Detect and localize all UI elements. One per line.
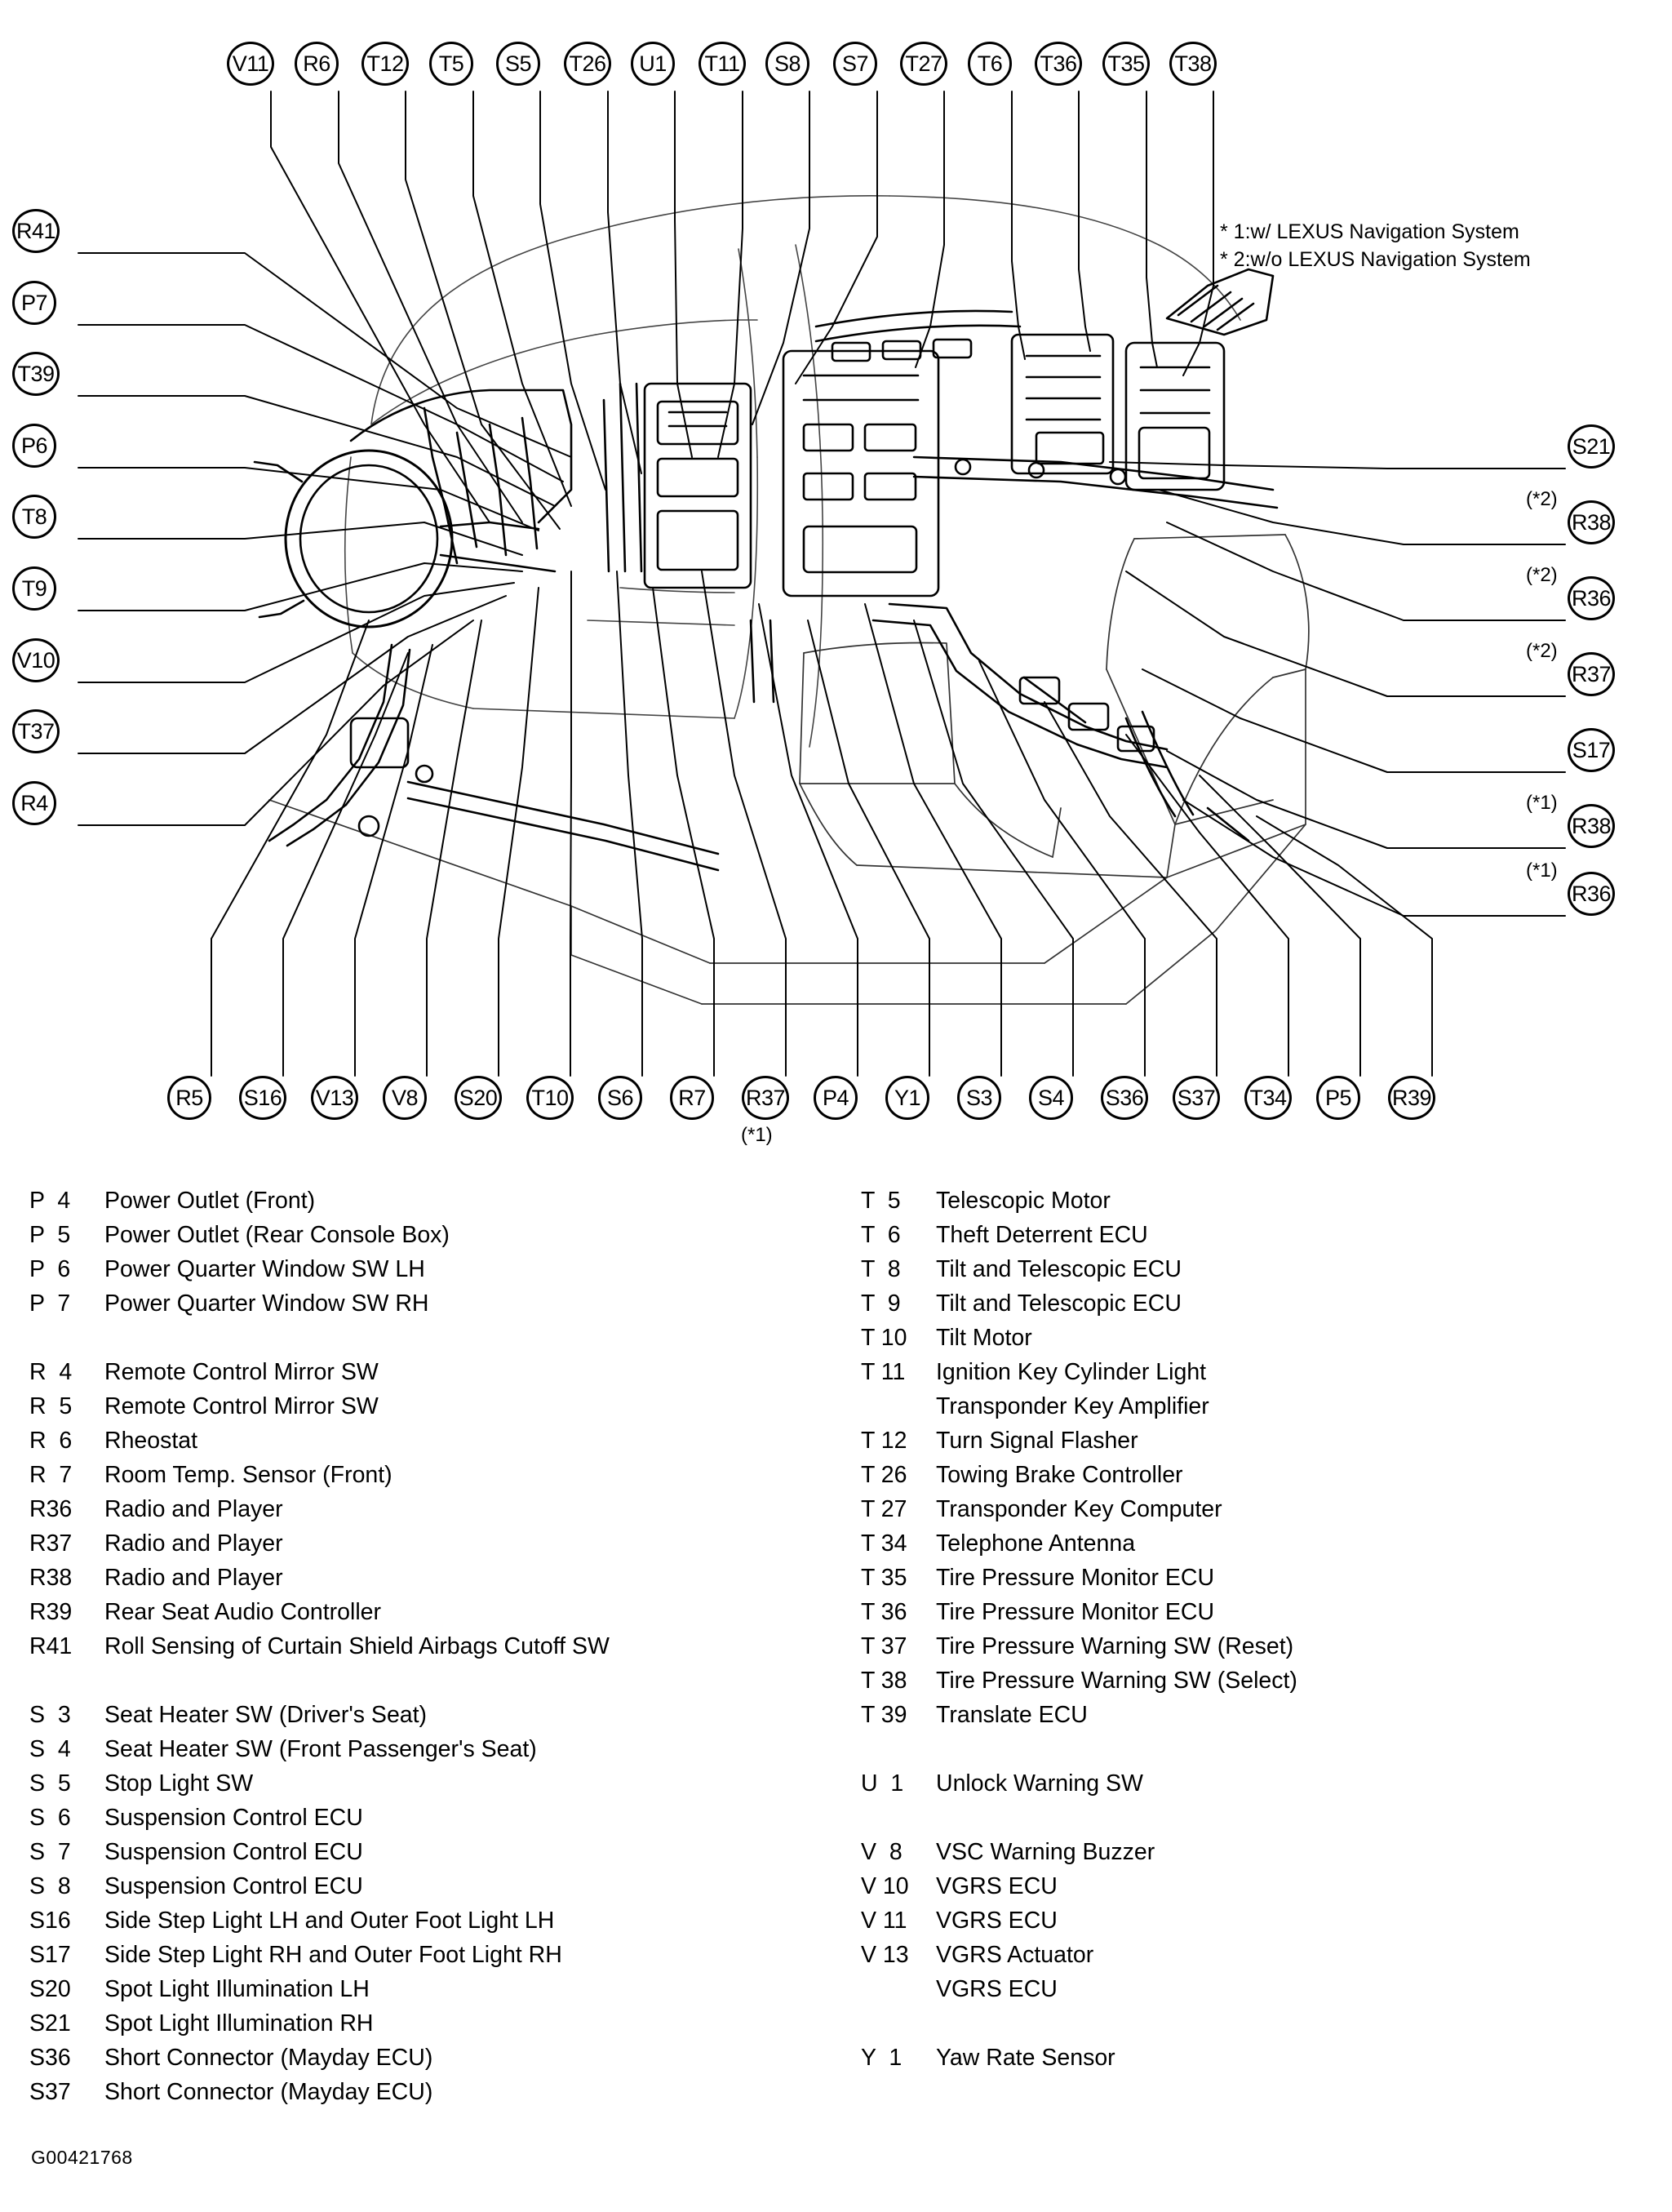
legend-code: P 5 (29, 1222, 71, 1248)
legend-code: S 3 (29, 1702, 71, 1728)
connector-bubble-p5: P5 (1316, 1076, 1360, 1120)
legend-description: VSC Warning Buzzer (936, 1839, 1155, 1865)
legend-description: Seat Heater SW (Driver's Seat) (104, 1702, 428, 1728)
connector-bubble-t6: T6 (968, 42, 1012, 86)
legend-description: Tire Pressure Monitor ECU (936, 1565, 1215, 1591)
legend-description: Spot Light Illumination LH (104, 1976, 370, 2002)
legend-description: Roll Sensing of Curtain Shield Airbags Cutoff SW (104, 1633, 610, 1659)
connector-bubble-t11: T11 (699, 42, 746, 86)
legend-code: T 26 (861, 1462, 907, 1488)
legend-code: V 10 (861, 1873, 909, 1899)
legend-code: R38 (29, 1565, 73, 1591)
connector-bubble-r4: R4 (12, 781, 56, 825)
connector-bubble-s17: S17 (1568, 728, 1615, 772)
legend-code: T 27 (861, 1496, 907, 1522)
diagram-note-2: * 2:w/o LEXUS Navigation System (1220, 247, 1531, 271)
legend-row (861, 1938, 1644, 1972)
legend-code: T 5 (861, 1188, 901, 1214)
connector-bubble-u1: U1 (631, 42, 675, 86)
diagram-note-1: * 1:w/ LEXUS Navigation System (1220, 220, 1519, 243)
legend-row (29, 1938, 829, 1972)
legend-code: V 11 (861, 1908, 907, 1934)
legend-code: T 39 (861, 1702, 907, 1728)
legend-description: Radio and Player (104, 1496, 283, 1522)
legend-code: P 7 (29, 1290, 71, 1317)
legend-description: Remote Control Mirror SW (104, 1393, 379, 1419)
legend-spacer (861, 1801, 1644, 1835)
connector-bubble-r36: R36 (1568, 576, 1615, 620)
legend-row (29, 1595, 829, 1629)
connector-bubble-r38: R38 (1568, 500, 1615, 544)
legend-row (29, 1389, 829, 1424)
connector-bubble-v10: V10 (12, 638, 60, 682)
legend-description: Tire Pressure Warning SW (Reset) (936, 1633, 1294, 1659)
legend-row (861, 1629, 1644, 1663)
legend-code: V 13 (861, 1942, 909, 1968)
legend-row (861, 1835, 1644, 1869)
legend-code: T 8 (861, 1256, 901, 1282)
connector-bubble-r37: R37 (1568, 652, 1615, 696)
document-code: G00421768 (31, 2147, 133, 2168)
legend-row (861, 1218, 1644, 1252)
legend-row (29, 1424, 829, 1458)
legend-row (861, 1492, 1644, 1526)
legend-row (861, 1561, 1644, 1595)
legend-code: S 6 (29, 1805, 71, 1831)
legend-code: S 5 (29, 1770, 71, 1797)
legend-row (29, 1218, 829, 1252)
diagram-notes (1220, 219, 1531, 274)
connector-bubble-r37: R37 (742, 1076, 789, 1120)
legend-code: T 35 (861, 1565, 907, 1591)
legend-code: S36 (29, 2045, 71, 2071)
bubble-note-r38: (*2) (1526, 488, 1558, 510)
connector-bubble-s16: S16 (239, 1076, 286, 1120)
bubble-note-r37: (*2) (1526, 640, 1558, 662)
legend-code: U 1 (861, 1770, 904, 1797)
legend-description: Room Temp. Sensor (Front) (104, 1462, 392, 1488)
legend-row (29, 1801, 829, 1835)
legend-code: R 6 (29, 1428, 73, 1454)
legend-row (29, 1355, 829, 1389)
connector-bubble-s5: S5 (496, 42, 540, 86)
legend-row (861, 1458, 1644, 1492)
connector-bubble-v11: V11 (227, 42, 274, 86)
legend-description: Stop Light SW (104, 1770, 254, 1797)
legend-row (861, 1526, 1644, 1561)
bubble-note-r37: (*1) (741, 1124, 773, 1146)
legend-description: Spot Light Illumination RH (104, 2010, 374, 2037)
legend-description: Power Outlet (Front) (104, 1188, 316, 1214)
legend-code: S16 (29, 1908, 71, 1934)
legend-row (861, 1903, 1644, 1938)
legend-row (29, 2041, 829, 2075)
legend-description: VGRS ECU (936, 1976, 1058, 2002)
legend-description: Radio and Player (104, 1530, 283, 1557)
legend-description: Tire Pressure Monitor ECU (936, 1599, 1215, 1625)
legend-row (29, 1629, 829, 1663)
legend (0, 1184, 1672, 2163)
legend-description: Side Step Light LH and Outer Foot Light LH (104, 1908, 555, 1934)
legend-description: Tilt and Telescopic ECU (936, 1290, 1182, 1317)
connector-bubble-t37: T37 (12, 709, 60, 753)
legend-description: Suspension Control ECU (104, 1873, 363, 1899)
legend-row (861, 1286, 1644, 1321)
legend-row (29, 1252, 829, 1286)
legend-row (861, 1252, 1644, 1286)
legend-row (29, 1869, 829, 1903)
connector-bubble-p7: P7 (12, 281, 56, 325)
legend-row (29, 1972, 829, 2006)
legend-description: VGRS ECU (936, 1873, 1058, 1899)
legend-description: Side Step Light RH and Outer Foot Light RH (104, 1942, 562, 1968)
legend-code: R41 (29, 1633, 73, 1659)
legend-description: Tire Pressure Warning SW (Select) (936, 1668, 1297, 1694)
legend-description: Tilt Motor (936, 1325, 1032, 1351)
connector-bubble-t36: T36 (1035, 42, 1082, 86)
legend-code: T 9 (861, 1290, 901, 1317)
legend-row (29, 1835, 829, 1869)
legend-row (29, 1492, 829, 1526)
connector-bubble-t12: T12 (361, 42, 409, 86)
legend-row (861, 2041, 1644, 2075)
legend-row (861, 1972, 1644, 2006)
legend-code: T 38 (861, 1668, 907, 1694)
connector-bubble-r39: R39 (1388, 1076, 1435, 1120)
legend-code: V 8 (861, 1839, 903, 1865)
legend-spacer (861, 2006, 1644, 2041)
legend-row (861, 1595, 1644, 1629)
legend-description: Turn Signal Flasher (936, 1428, 1138, 1454)
legend-description: VGRS ECU (936, 1908, 1058, 1934)
connector-bubble-t26: T26 (564, 42, 611, 86)
legend-description: Power Outlet (Rear Console Box) (104, 1222, 450, 1248)
connector-bubble-s8: S8 (765, 42, 809, 86)
legend-code: T 36 (861, 1599, 907, 1625)
legend-description: Short Connector (Mayday ECU) (104, 2045, 433, 2071)
legend-description: Power Quarter Window SW LH (104, 1256, 425, 1282)
legend-column-left (29, 1184, 829, 2109)
connector-bubble-v13: V13 (311, 1076, 358, 1120)
connector-bubble-t10: T10 (526, 1076, 574, 1120)
connector-bubble-t27: T27 (900, 42, 947, 86)
legend-row (29, 1732, 829, 1766)
legend-spacer (29, 1321, 829, 1355)
legend-row (29, 1184, 829, 1218)
legend-column-right (861, 1184, 1644, 2075)
legend-description: Towing Brake Controller (936, 1462, 1183, 1488)
legend-description: Telephone Antenna (936, 1530, 1136, 1557)
legend-description: Remote Control Mirror SW (104, 1359, 379, 1385)
legend-description: Power Quarter Window SW RH (104, 1290, 429, 1317)
legend-code: R37 (29, 1530, 73, 1557)
legend-description: Rheostat (104, 1428, 198, 1454)
legend-row (861, 1355, 1644, 1389)
connector-bubble-r36: R36 (1568, 872, 1615, 916)
connector-bubble-r7: R7 (670, 1076, 714, 1120)
legend-row (29, 1458, 829, 1492)
legend-description: Tilt and Telescopic ECU (936, 1256, 1182, 1282)
legend-description: Yaw Rate Sensor (936, 2045, 1115, 2071)
legend-description: Suspension Control ECU (104, 1839, 363, 1865)
connector-bubble-y1: Y1 (885, 1076, 929, 1120)
legend-code: P 4 (29, 1188, 71, 1214)
connector-bubble-p6: P6 (12, 424, 56, 468)
legend-code: S37 (29, 2079, 71, 2105)
connector-bubble-s20: S20 (455, 1076, 502, 1120)
legend-row (29, 1561, 829, 1595)
connector-bubble-t35: T35 (1102, 42, 1150, 86)
legend-description: Seat Heater SW (Front Passenger's Seat) (104, 1736, 537, 1762)
legend-row (861, 1321, 1644, 1355)
legend-code: Y 1 (861, 2045, 903, 2071)
bubble-note-r36: (*2) (1526, 564, 1558, 586)
legend-description: Short Connector (Mayday ECU) (104, 2079, 433, 2105)
connector-bubble-t34: T34 (1244, 1076, 1292, 1120)
connector-bubble-t8: T8 (12, 495, 56, 539)
connector-bubble-v8: V8 (383, 1076, 427, 1120)
legend-code: T 12 (861, 1428, 907, 1454)
legend-code: R39 (29, 1599, 73, 1625)
legend-code: S 4 (29, 1736, 71, 1762)
legend-row (861, 1389, 1644, 1424)
connector-bubble-t9: T9 (12, 566, 56, 611)
legend-description: VGRS Actuator (936, 1942, 1094, 1968)
legend-code: S17 (29, 1942, 71, 1968)
connector-bubble-s37: S37 (1173, 1076, 1220, 1120)
legend-row (861, 1424, 1644, 1458)
legend-code: T 6 (861, 1222, 901, 1248)
legend-description: Telescopic Motor (936, 1188, 1111, 1214)
connector-bubble-r6: R6 (295, 42, 339, 86)
bubble-note-r36: (*1) (1526, 859, 1558, 882)
legend-description: Suspension Control ECU (104, 1805, 363, 1831)
legend-row (29, 2075, 829, 2109)
legend-row (29, 1766, 829, 1801)
connector-bubble-t38: T38 (1169, 42, 1217, 86)
connector-bubble-t39: T39 (12, 352, 60, 396)
legend-row (861, 1766, 1644, 1801)
legend-row (29, 1698, 829, 1732)
legend-code: R36 (29, 1496, 73, 1522)
legend-description: Radio and Player (104, 1565, 283, 1591)
legend-code: P 6 (29, 1256, 71, 1282)
legend-row (861, 1698, 1644, 1732)
legend-code: S 7 (29, 1839, 71, 1865)
legend-code: S20 (29, 1976, 71, 2002)
connector-bubble-r38: R38 (1568, 804, 1615, 848)
legend-code: R 4 (29, 1359, 73, 1385)
legend-description: Theft Deterrent ECU (936, 1222, 1148, 1248)
legend-row (861, 1869, 1644, 1903)
legend-spacer (861, 1732, 1644, 1766)
legend-row (861, 1184, 1644, 1218)
connector-bubble-s6: S6 (598, 1076, 642, 1120)
legend-code: R 7 (29, 1462, 73, 1488)
connector-bubble-r5: R5 (167, 1076, 211, 1120)
legend-description: Unlock Warning SW (936, 1770, 1143, 1797)
legend-row (861, 1663, 1644, 1698)
legend-code: T 37 (861, 1633, 907, 1659)
bubble-note-r38: (*1) (1526, 792, 1558, 814)
connector-bubble-s36: S36 (1101, 1076, 1148, 1120)
legend-row (29, 1286, 829, 1321)
legend-description: Translate ECU (936, 1702, 1088, 1728)
legend-code: T 34 (861, 1530, 907, 1557)
legend-row (29, 1903, 829, 1938)
connector-bubble-t5: T5 (429, 42, 473, 86)
connector-bubble-s3: S3 (957, 1076, 1001, 1120)
legend-code: S21 (29, 2010, 71, 2037)
legend-description: Transponder Key Computer (936, 1496, 1222, 1522)
legend-spacer (29, 1663, 829, 1698)
connector-bubble-s7: S7 (833, 42, 877, 86)
legend-code: R 5 (29, 1393, 73, 1419)
connector-bubble-s21: S21 (1568, 424, 1615, 469)
legend-row (29, 1526, 829, 1561)
connector-bubble-r41: R41 (12, 209, 60, 253)
connector-bubble-s4: S4 (1029, 1076, 1073, 1120)
legend-description: Rear Seat Audio Controller (104, 1599, 382, 1625)
legend-code: S 8 (29, 1873, 71, 1899)
legend-description: Ignition Key Cylinder Light (936, 1359, 1207, 1385)
legend-code: T 11 (861, 1359, 906, 1385)
legend-description: Transponder Key Amplifier (936, 1393, 1209, 1419)
legend-code: T 10 (861, 1325, 907, 1351)
connector-bubble-p4: P4 (814, 1076, 858, 1120)
legend-row (29, 2006, 829, 2041)
